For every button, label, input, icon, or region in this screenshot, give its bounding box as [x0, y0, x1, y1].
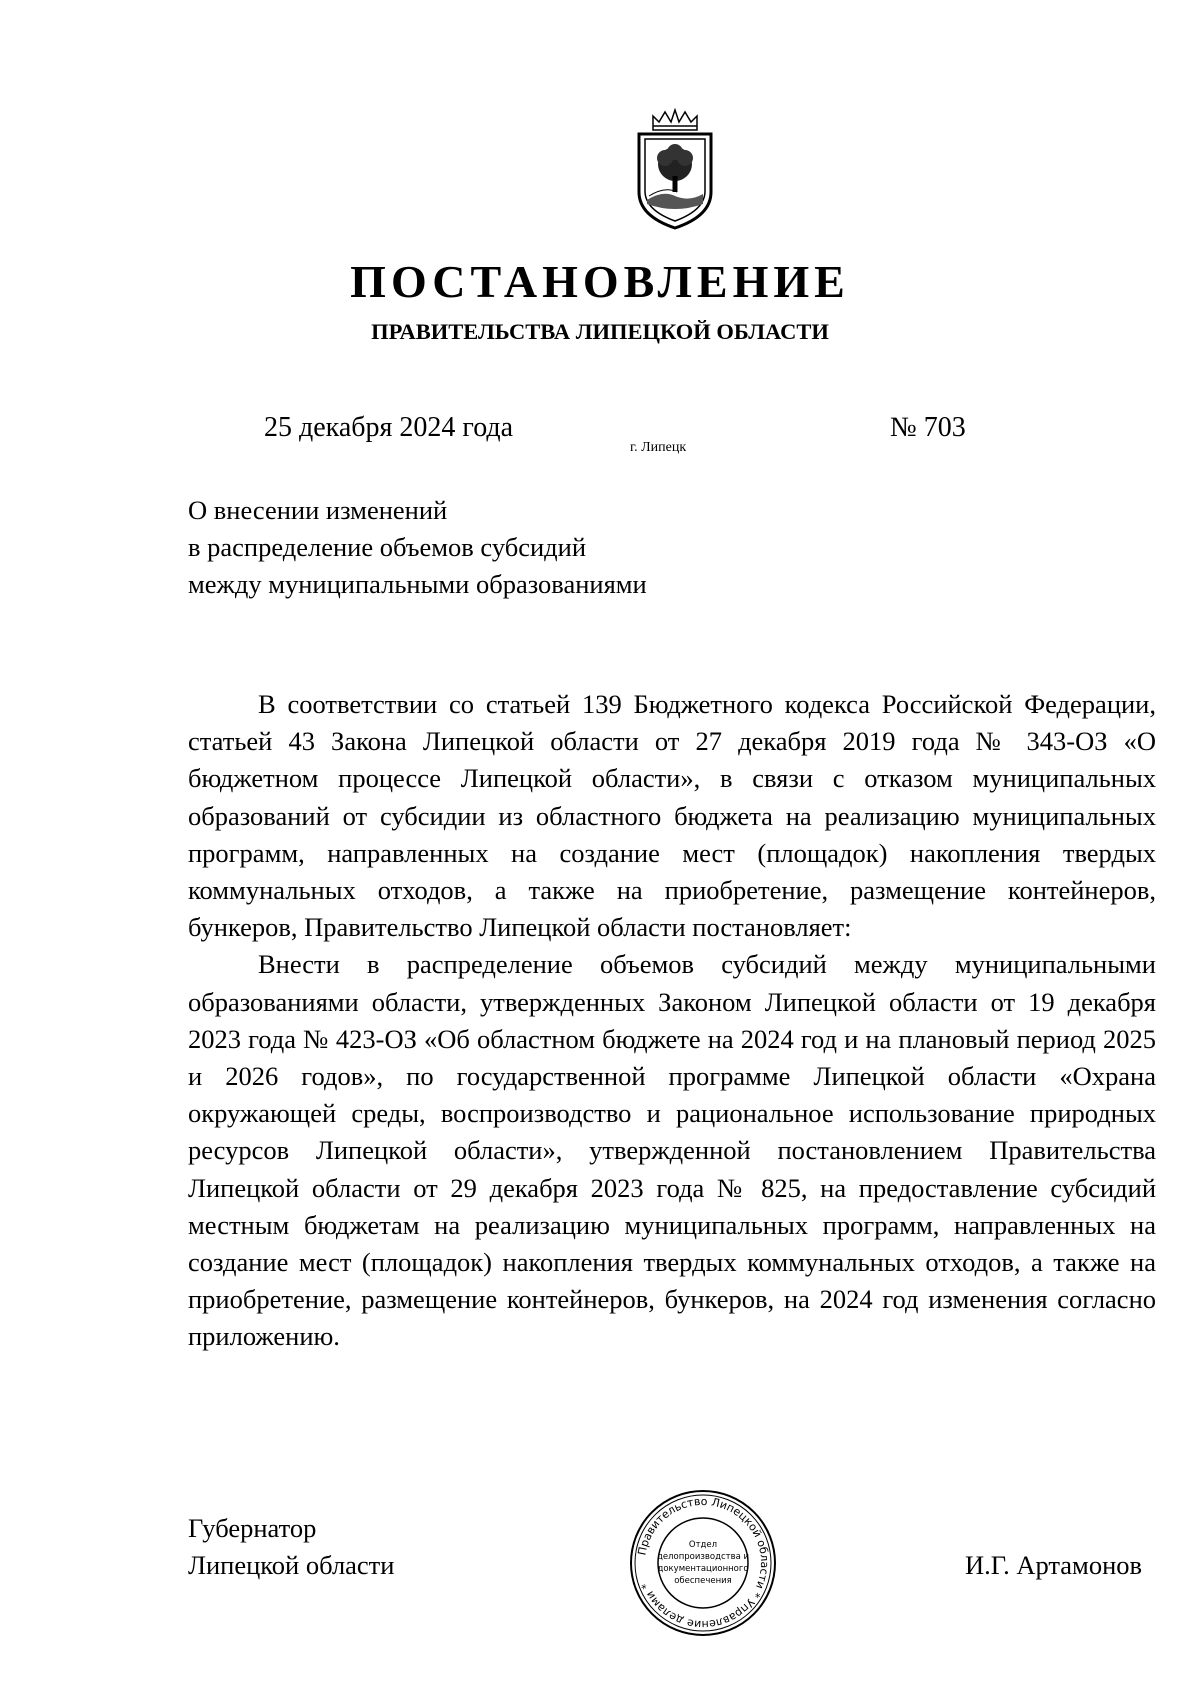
- seal-center-line: Отдел: [688, 1540, 718, 1550]
- document-city: г. Липецк: [630, 440, 687, 455]
- document-subtitle: ПРАВИТЕЛЬСТВА ЛИПЕЦКОЙ ОБЛАСТИ: [371, 319, 829, 344]
- signatory-name: И.Г. Артамонов: [965, 1550, 1143, 1580]
- document-body: [188, 686, 1156, 1356]
- subject-line: в распределение объемов субсидий: [188, 532, 587, 562]
- document-title: ПОСТАНОВЛЕНИЕ: [350, 256, 850, 307]
- subject-line: О внесении изменений: [188, 495, 448, 525]
- body-paragraph: В соответствии со статьей 139 Бюджетного кодекса Российской Федерации, статьей 43 Закона Липецкой области от 27 декабря 2019 года № 343-ОЗ «О бюджетном процессе Липецкой области», в связи с отказом муниципальных образований от субсидии из областного бюджета на реализацию муниципальных программ, направленных на создание мест (площадок) накопления твердых коммунальных отходов, а также на приобретение, размещение контейнеров, бункеров, Правительство Липецкой области постановляет:: [188, 689, 1156, 943]
- document-date: 25 декабря 2024 года: [264, 412, 514, 443]
- signatory-position-line: Губернатор: [188, 1513, 317, 1543]
- body-paragraph: Внести в распределение объемов субсидий между муниципальными образованиями области, утвержденных Законом Липецкой области от 19 декабря 2023 года № 423-ОЗ «Об областном бюджете на 2024 год и на плановый период 2025 и 2026 годов», по государственной программе Липецкой области «Охрана окружающей среды, воспроизводство и рациональное использование природных ресурсов Липецкой области», утвержденной постановлением Правительства Липецкой области от 29 декабря 2023 года № 825, на предоставление субсидий местным бюджетам на реализацию муниципальных программ, направленных на создание мест (площадок) накопления твердых коммунальных отходов, а также на приобретение, размещение контейнеров, бункеров, на 2024 год изменения согласно приложению.: [188, 949, 1156, 1352]
- document-subject: [188, 492, 647, 603]
- seal-center-line: документационного: [657, 1564, 749, 1574]
- signatory-position-line: Липецкой области: [188, 1550, 395, 1580]
- document-number: № 703: [890, 412, 966, 443]
- signatory-position: [188, 1510, 394, 1584]
- round-stamp-icon: [628, 1488, 778, 1638]
- lipetsk-coat-of-arms-icon: [625, 108, 725, 233]
- seal-ring-textpath: Правительство Липецкой области * Управление делами *: [635, 1494, 772, 1632]
- subject-line: между муниципальными образованиями: [188, 569, 647, 599]
- seal-center-line: обеспечения: [674, 1576, 732, 1586]
- seal-center-line: делопроизводства и: [656, 1552, 750, 1562]
